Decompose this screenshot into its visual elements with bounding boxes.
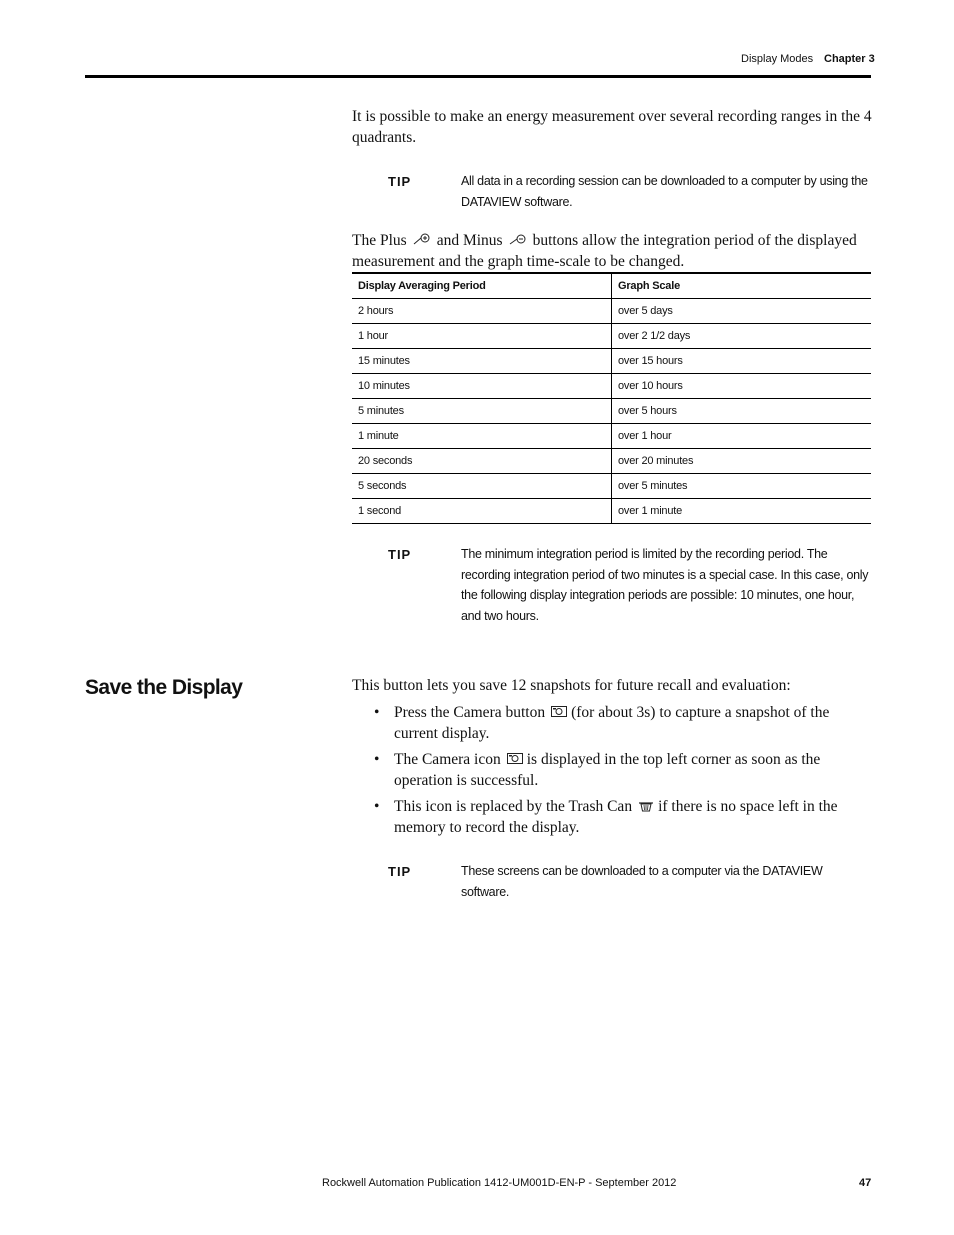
- table-row: [352, 424, 871, 449]
- cell-averaging-period: 5 minutes: [352, 399, 612, 424]
- list-item: [352, 750, 872, 791]
- plus-minus-text-1: The Plus: [352, 232, 407, 249]
- table-row: [352, 349, 871, 374]
- table-row: [352, 299, 871, 324]
- cell-averaging-period: 2 hours: [352, 299, 612, 324]
- bullet-glyph: •: [374, 798, 380, 816]
- cell-averaging-period: 5 seconds: [352, 474, 612, 499]
- save-section-intro: This button lets you save 12 snapshots for future recall and evaluation:: [352, 677, 791, 694]
- plus-button-icon: [413, 231, 433, 252]
- list-item: [352, 703, 872, 744]
- bullet-text-after: (for about 3s) to capture a snapshot of the current display.: [394, 704, 830, 742]
- tip-text-integration-period: The minimum integration period is limited by the recording period. The recording integration period of two minutes is a special case. In this case, only the following display integration periods are possible: 10 minutes, one hour, and two hours.: [461, 547, 869, 623]
- column-header-display-averaging-period: Display Averaging Period: [352, 273, 612, 299]
- table-row: [352, 474, 871, 499]
- cell-averaging-period: 1 hour: [352, 324, 612, 349]
- table-row: [352, 324, 871, 349]
- bullet-text-after: if there is no space left in the memory to record the display.: [394, 798, 838, 837]
- column-header-graph-scale: Graph Scale: [612, 273, 872, 299]
- table-row: [352, 374, 871, 399]
- bullet-text-after: is displayed in the top left corner as soon as the operation is successful.: [394, 751, 821, 789]
- bullet-text-before: Press the Camera button: [394, 704, 546, 721]
- header-rule: [85, 75, 871, 78]
- trash-can-icon: [638, 798, 654, 819]
- cell-averaging-period: 20 seconds: [352, 449, 612, 474]
- tip-label: TIP: [388, 547, 412, 562]
- bullet-text-before: The Camera icon: [394, 751, 501, 769]
- tip-label: TIP: [388, 174, 412, 189]
- cell-graph-scale: over 1 hour: [612, 424, 872, 449]
- cell-graph-scale: over 10 hours: [612, 374, 872, 399]
- table-row: [352, 499, 871, 524]
- save-section-bullet-list: [352, 703, 872, 845]
- plus-minus-text-2: and Minus: [436, 232, 503, 249]
- camera-icon: [551, 703, 567, 724]
- cell-graph-scale: over 2 1/2 days: [612, 324, 872, 349]
- page-number: 47: [859, 1177, 872, 1189]
- cell-graph-scale: over 5 days: [612, 299, 872, 324]
- bullet-text-before: This icon is replaced by the Trash Can: [394, 798, 633, 816]
- camera-icon: [507, 750, 523, 771]
- bullet-glyph: •: [374, 751, 380, 769]
- cell-graph-scale: over 5 minutes: [612, 474, 872, 499]
- minus-button-icon: [509, 231, 529, 252]
- bullet-glyph: •: [374, 704, 380, 721]
- tip-text-dataview: All data in a recording session can be downloaded to a computer by using the DATAVIEW software.: [461, 174, 868, 209]
- plus-minus-paragraph: [352, 231, 872, 272]
- table-row: [352, 399, 871, 424]
- footer-publication: Rockwell Automation Publication 1412-UM001D-EN-P - September 2012: [322, 1177, 677, 1189]
- averaging-period-table: [352, 272, 871, 524]
- cell-graph-scale: over 15 hours: [612, 349, 872, 374]
- table-header-row: [352, 273, 871, 299]
- cell-graph-scale: over 1 minute: [612, 499, 872, 524]
- cell-graph-scale: over 5 hours: [612, 399, 872, 424]
- cell-averaging-period: 15 minutes: [352, 349, 612, 374]
- running-header-chapter: Chapter 3: [824, 53, 875, 65]
- plus-minus-text-3: buttons allow the integration period of the displayed measurement and the graph time-scale to be changed.: [352, 232, 857, 270]
- tip-text-screens-download: These screens can be downloaded to a computer via the DATAVIEW software.: [461, 864, 823, 899]
- cell-averaging-period: 1 minute: [352, 424, 612, 449]
- table-row: [352, 449, 871, 474]
- cell-averaging-period: 1 second: [352, 499, 612, 524]
- cell-averaging-period: 10 minutes: [352, 374, 612, 399]
- list-item: [352, 797, 872, 838]
- running-header-section: Display Modes: [741, 53, 814, 65]
- cell-graph-scale: over 20 minutes: [612, 449, 872, 474]
- intro-paragraph: It is possible to make an energy measurement over several recording ranges in the 4 quadrants.: [352, 108, 872, 146]
- section-heading-save-the-display: Save the Display: [85, 676, 243, 699]
- tip-label: TIP: [388, 864, 412, 879]
